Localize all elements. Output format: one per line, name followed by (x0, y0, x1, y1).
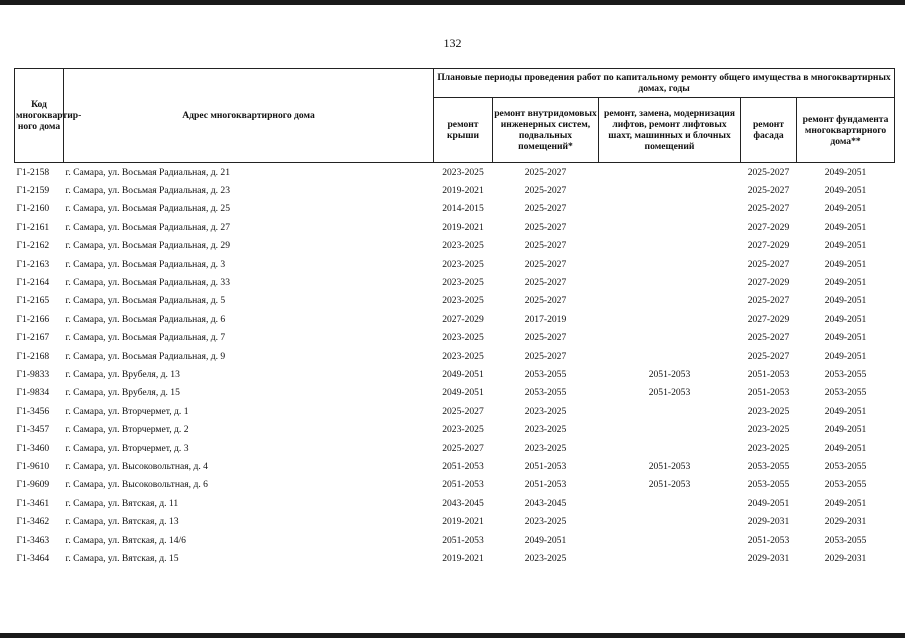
row-code: Г1-3462 (16, 516, 50, 528)
row-code: Г1-2168 (16, 350, 50, 362)
row-code: Г1-3463 (16, 534, 50, 546)
row-foundation: 2049-2051 (824, 442, 867, 454)
row-code: Г1-9833 (16, 368, 50, 380)
row-systems: 2023-2025 (524, 552, 567, 564)
table-body (15, 163, 895, 568)
row-facade: 2027-2029 (747, 240, 790, 252)
row-systems: 2025-2027 (524, 277, 567, 289)
row-code: Г1-3464 (16, 552, 50, 564)
row-address: г. Самара, ул. Восьмая Радиальная, д. 7 (65, 332, 226, 344)
row-roof: 2051-2053 (442, 479, 484, 491)
row-foundation: 2049-2051 (824, 277, 867, 289)
bottom-border-bar (0, 633, 905, 638)
row-foundation: 2049-2051 (824, 240, 867, 252)
row-lifts (599, 310, 741, 328)
row-facade: 2053-2055 (747, 479, 790, 491)
row-lifts (599, 494, 741, 512)
table-row (15, 347, 895, 365)
row-foundation: 2049-2051 (824, 258, 867, 270)
row-address: г. Самара, ул. Высоковольтная, д. 6 (65, 479, 208, 491)
page-number: 132 (443, 36, 462, 50)
row-code: Г1-3457 (16, 424, 50, 436)
row-lifts (599, 181, 741, 199)
table-row (15, 420, 895, 438)
header-code: Код многоквартир-ного дома (15, 69, 64, 163)
table-row (15, 329, 895, 347)
repair-schedule-table (14, 68, 895, 568)
row-address: г. Самара, ул. Восьмая Радиальная, д. 25 (65, 203, 231, 215)
row-lifts: 2051-2053 (648, 387, 691, 399)
table-row (15, 476, 895, 494)
row-roof: 2023-2025 (442, 424, 484, 436)
row-systems: 2025-2027 (524, 350, 567, 362)
row-code: Г1-9834 (16, 387, 50, 399)
row-address: г. Самара, ул. Вторчермет, д. 2 (65, 424, 189, 436)
row-address: г. Самара, ул. Восьмая Радиальная, д. 21 (65, 166, 231, 178)
row-systems: 2025-2027 (524, 295, 567, 307)
row-lifts (599, 200, 741, 218)
row-roof: 2027-2029 (442, 313, 484, 325)
row-lifts (599, 163, 741, 182)
row-code: Г1-2161 (16, 221, 50, 233)
row-roof: 2023-2025 (442, 258, 484, 270)
row-roof: 2023-2025 (442, 277, 484, 289)
row-address: г. Самара, ул. Высоковольтная, д. 4 (65, 460, 208, 472)
row-code: Г1-2165 (16, 295, 50, 307)
row-roof: 2023-2025 (442, 166, 484, 178)
row-lifts (599, 439, 741, 457)
table-row (15, 384, 895, 402)
row-roof: 2023-2025 (442, 350, 484, 362)
row-roof: 2049-2051 (442, 387, 484, 399)
row-foundation: 2049-2051 (824, 424, 867, 436)
header-group: Плановые периоды проведения работ по капитальному ремонту общего имущества в многоквартирных домах, годы (434, 69, 895, 98)
row-foundation: 2053-2055 (824, 387, 867, 399)
row-roof: 2049-2051 (442, 368, 484, 380)
row-foundation: 2029-2031 (824, 516, 867, 528)
table-row (15, 365, 895, 383)
row-facade: 2051-2053 (747, 534, 790, 546)
table-row (15, 218, 895, 236)
row-facade: 2049-2051 (747, 497, 790, 509)
row-lifts (599, 420, 741, 438)
row-foundation: 2049-2051 (824, 185, 867, 197)
row-systems: 2043-2045 (524, 497, 567, 509)
row-systems: 2025-2027 (524, 332, 567, 344)
row-lifts (599, 218, 741, 236)
row-lifts (599, 512, 741, 530)
row-systems: 2025-2027 (524, 221, 567, 233)
row-address: г. Самара, ул. Восьмая Радиальная, д. 23 (65, 185, 231, 197)
row-systems: 2017-2019 (524, 313, 567, 325)
row-systems: 2023-2025 (524, 405, 567, 417)
header-lifts: ремонт, замена, модернизация лифтов, ремонт лифтовых шахт, машинных и блочных помещений (599, 98, 741, 163)
row-code: Г1-3461 (16, 497, 50, 509)
row-roof: 2019-2021 (442, 552, 484, 564)
row-code: Г1-3460 (16, 442, 50, 454)
row-facade: 2025-2027 (747, 350, 790, 362)
row-code: Г1-2162 (16, 240, 50, 252)
table-row (15, 457, 895, 475)
row-facade: 2025-2027 (747, 258, 790, 270)
row-foundation: 2049-2051 (824, 350, 867, 362)
row-roof: 2025-2027 (442, 442, 484, 454)
row-systems: 2023-2025 (524, 424, 567, 436)
row-lifts (599, 255, 741, 273)
row-address: г. Самара, ул. Вторчермет, д. 3 (65, 442, 189, 454)
row-lifts (599, 273, 741, 291)
row-lifts (599, 549, 741, 567)
header-systems: ремонт внутридомовых инженерных систем, подвальных помещений* (493, 98, 599, 163)
row-roof: 2023-2025 (442, 332, 484, 344)
row-systems: 2025-2027 (524, 203, 567, 215)
row-address: г. Самара, ул. Вятская, д. 14/6 (65, 534, 186, 546)
row-foundation: 2053-2055 (824, 534, 867, 546)
row-facade: 2027-2029 (747, 221, 790, 233)
row-foundation: 2049-2051 (824, 166, 867, 178)
row-roof: 2023-2025 (442, 240, 484, 252)
row-systems: 2049-2051 (524, 534, 567, 546)
row-foundation: 2049-2051 (824, 405, 867, 417)
row-roof: 2051-2053 (442, 534, 484, 546)
row-facade: 2023-2025 (747, 405, 790, 417)
row-address: г. Самара, ул. Восьмая Радиальная, д. 29 (65, 240, 231, 252)
table-row (15, 402, 895, 420)
row-roof: 2025-2027 (442, 405, 484, 417)
row-lifts: 2051-2053 (648, 479, 691, 491)
row-facade: 2025-2027 (747, 295, 790, 307)
row-facade: 2023-2025 (747, 424, 790, 436)
row-foundation: 2053-2055 (824, 479, 867, 491)
row-code: Г1-2167 (16, 332, 50, 344)
row-lifts (599, 347, 741, 365)
table-row (15, 181, 895, 199)
row-foundation: 2049-2051 (824, 221, 867, 233)
row-lifts (599, 329, 741, 347)
row-foundation: 2029-2031 (824, 552, 867, 564)
row-facade: 2053-2055 (747, 460, 790, 472)
row-facade: 2051-2053 (747, 387, 790, 399)
table-row (15, 255, 895, 273)
row-lifts (599, 292, 741, 310)
row-address: г. Самара, ул. Вятская, д. 15 (65, 552, 179, 564)
row-foundation: 2049-2051 (824, 313, 867, 325)
row-foundation: 2053-2055 (824, 460, 867, 472)
table-row (15, 200, 895, 218)
row-facade: 2029-2031 (747, 552, 790, 564)
row-lifts: 2051-2053 (648, 460, 691, 472)
row-systems: 2025-2027 (524, 185, 567, 197)
row-code: Г1-2164 (16, 277, 50, 289)
table-row (15, 512, 895, 530)
row-lifts (599, 531, 741, 549)
row-address: г. Самара, ул. Восьмая Радиальная, д. 5 (65, 295, 226, 307)
row-code: Г1-2160 (16, 203, 50, 215)
table-row (15, 237, 895, 255)
header-foundation: ремонт фундамента многоквартирного дома** (797, 98, 895, 163)
table-row (15, 273, 895, 291)
row-systems: 2051-2053 (524, 460, 567, 472)
row-roof: 2019-2021 (442, 185, 484, 197)
header-roof: ремонт крыши (434, 98, 493, 163)
row-systems: 2023-2025 (524, 442, 567, 454)
row-facade: 2025-2027 (747, 203, 790, 215)
row-roof: 2051-2053 (442, 460, 484, 472)
header-address: Адрес многоквартирного дома (64, 69, 434, 163)
top-border-bar (0, 0, 905, 5)
row-roof: 2019-2021 (442, 221, 484, 233)
row-address: г. Самара, ул. Восьмая Радиальная, д. 6 (65, 313, 226, 325)
row-lifts (599, 402, 741, 420)
row-systems: 2053-2055 (524, 387, 567, 399)
row-facade: 2051-2053 (747, 368, 790, 380)
row-facade: 2025-2027 (747, 185, 790, 197)
table-row (15, 531, 895, 549)
header-facade: ремонт фасада (741, 98, 797, 163)
row-facade: 2023-2025 (747, 442, 790, 454)
row-facade: 2025-2027 (747, 332, 790, 344)
row-facade: 2029-2031 (747, 516, 790, 528)
row-address: г. Самара, ул. Врубеля, д. 13 (65, 368, 180, 380)
row-foundation: 2049-2051 (824, 295, 867, 307)
table-row (15, 494, 895, 512)
row-facade: 2027-2029 (747, 313, 790, 325)
table-row (15, 310, 895, 328)
row-foundation: 2049-2051 (824, 332, 867, 344)
row-foundation: 2049-2051 (824, 203, 867, 215)
row-address: г. Самара, ул. Восьмая Радиальная, д. 3 (65, 258, 226, 270)
row-code: Г1-2163 (16, 258, 50, 270)
row-lifts (599, 237, 741, 255)
row-address: г. Самара, ул. Вторчермет, д. 1 (65, 405, 189, 417)
row-roof: 2014-2015 (442, 203, 484, 215)
row-address: г. Самара, ул. Восьмая Радиальная, д. 9 (65, 350, 226, 362)
table-row (15, 439, 895, 457)
table-row (15, 292, 895, 310)
row-systems: 2025-2027 (524, 166, 567, 178)
row-facade: 2025-2027 (747, 166, 790, 178)
row-foundation: 2053-2055 (824, 368, 867, 380)
table-row (15, 549, 895, 567)
row-roof: 2019-2021 (442, 516, 484, 528)
row-code: Г1-2158 (16, 166, 50, 178)
row-address: г. Самара, ул. Вятская, д. 11 (65, 497, 179, 509)
row-lifts: 2051-2053 (648, 368, 691, 380)
row-facade: 2027-2029 (747, 277, 790, 289)
row-systems: 2023-2025 (524, 516, 567, 528)
row-roof: 2023-2025 (442, 295, 484, 307)
row-code: Г1-2166 (16, 313, 50, 325)
row-address: г. Самара, ул. Врубеля, д. 15 (65, 387, 180, 399)
row-systems: 2051-2053 (524, 479, 567, 491)
row-code: Г1-9609 (16, 479, 50, 491)
row-code: Г1-2159 (16, 185, 50, 197)
row-systems: 2025-2027 (524, 258, 567, 270)
row-roof: 2043-2045 (442, 497, 484, 509)
table-row (15, 163, 895, 182)
row-code: Г1-3456 (16, 405, 50, 417)
row-address: г. Самара, ул. Вятская, д. 13 (65, 516, 179, 528)
row-systems: 2025-2027 (524, 240, 567, 252)
row-address: г. Самара, ул. Восьмая Радиальная, д. 27 (65, 221, 231, 233)
row-foundation: 2049-2051 (824, 497, 867, 509)
row-address: г. Самара, ул. Восьмая Радиальная, д. 33 (65, 277, 231, 289)
row-systems: 2053-2055 (524, 368, 567, 380)
row-code: Г1-9610 (16, 460, 50, 472)
